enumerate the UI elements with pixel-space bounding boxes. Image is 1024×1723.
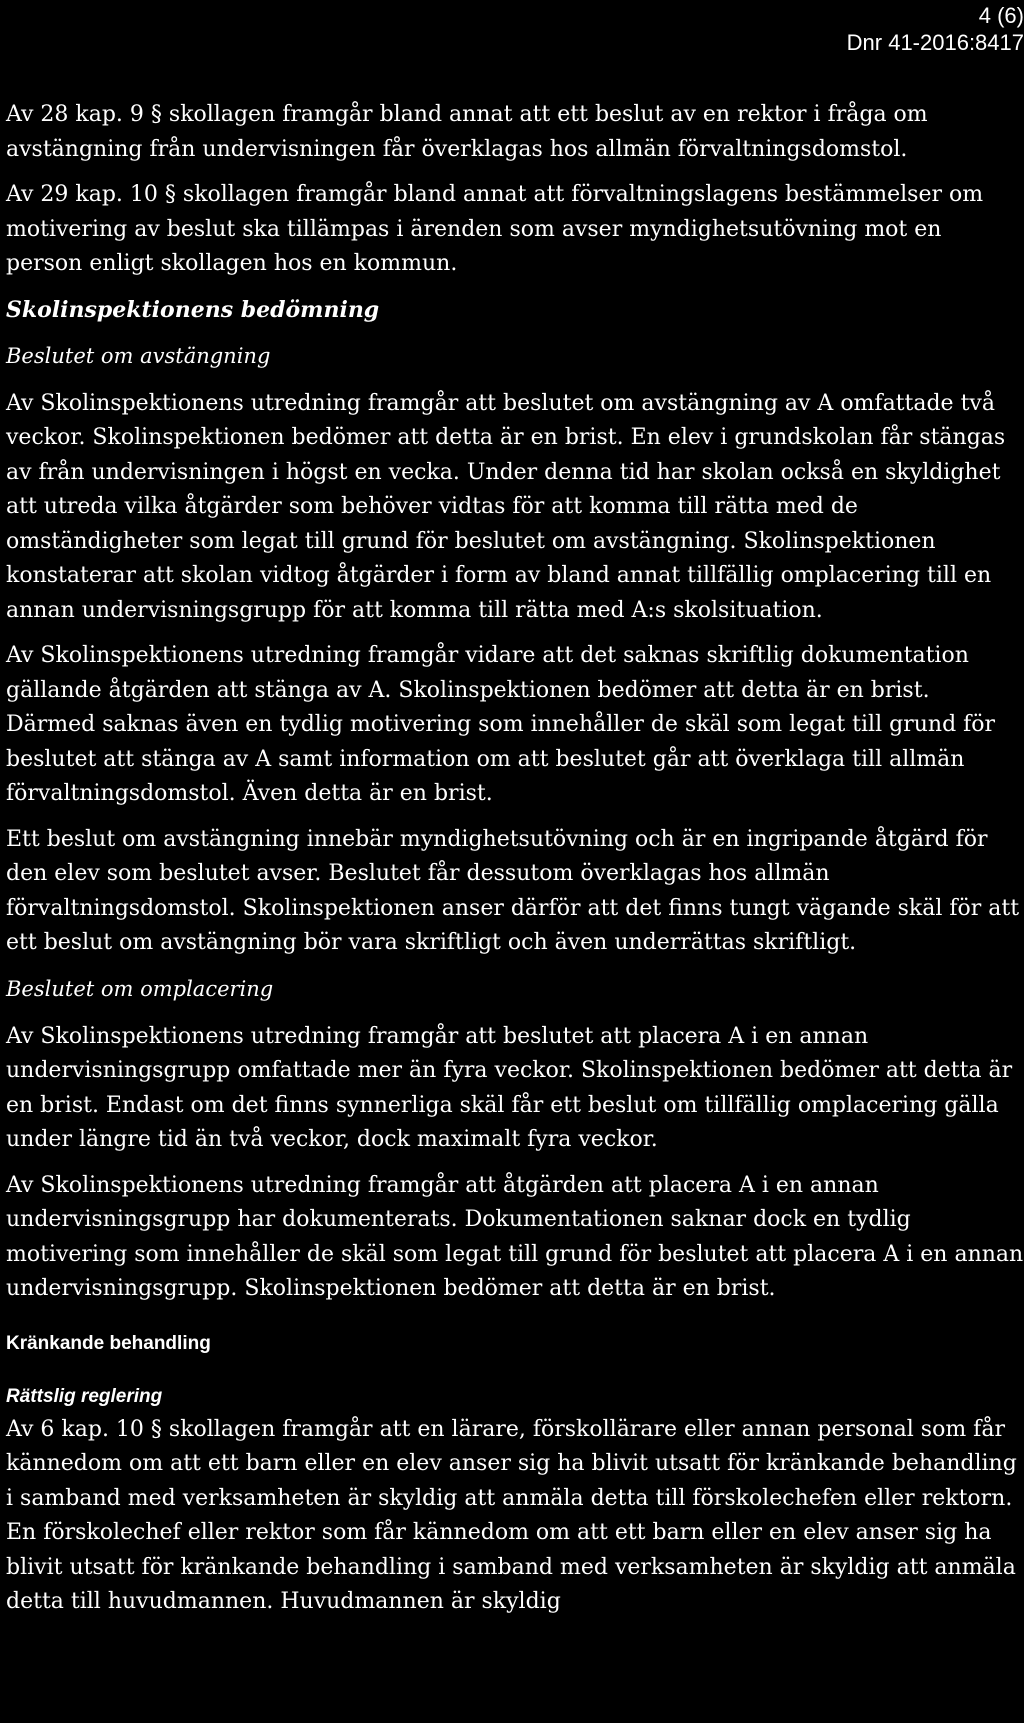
paragraph-2: Av 29 kap. 10 § skollagen framgår bland annat att förvaltningslagens bestämmelser om motivering av beslut ska tillämpas i ärenden som avser myndighetsutövning mot en person enligt skollagen hos en kommun. xyxy=(6,182,984,276)
paragraph-6: Av Skolinspektionens utredning framgår att beslutet att placera A i en annan undervisningsgrupp omfattade mer än fyra veckor. Skolinspektionen bedömer att detta är en brist. Endast om det finns synnerliga skäl får ett beslut om tillfällig omplacering gälla under längre tid än två veckor, dock maximalt fyra veckor. xyxy=(6,1023,1013,1152)
paragraph-3: Av Skolinspektionens utredning framgår att beslutet om avstängning av A omfattade två veckor. Skolinspektionen bedömer att detta är en brist. En elev i grundskolan får stängas av från undervisningen i högst en vecka. Under denna tid har skolan också en skyldighet att utreda vilka åtgärder som behöver vidtas för att komma till rätta med de omständigheter som legat till grund för beslutet om avstängning. Skolinspektionen konstaterar att skolan vidtog åtgärder i form av bland annat tillfällig omplacering till en annan undervisningsgrupp för att komma till rätta med A:s skolsituation. xyxy=(6,390,1006,623)
paragraph-7: Av Skolinspektionens utredning framgår att åtgärden att placera A i en annan undervisningsgrupp har dokumenterats. Dokumentationen saknar dock en tydlig motivering som innehåller de skäl som legat till grund för beslutet att placera A i en annan undervisningsgrupp. Skolinspektionen bedömer att detta är en brist. xyxy=(6,1172,1024,1301)
subheading-suspension: Beslutet om avstängning xyxy=(6,343,271,368)
section-heading-offensive-treatment: Kränkande behandling xyxy=(6,1332,211,1354)
section-heading-assessment: Skolinspektionens bedömning xyxy=(6,296,380,323)
document-body xyxy=(6,98,1024,1631)
subheading-legal-regulation: Rättslig reglering xyxy=(6,1385,163,1407)
paragraph-8: Av 6 kap. 10 § skollagen framgår att en lärare, förskollärare eller annan personal som får kännedom om att ett barn eller en elev anser sig ha blivit utsatt för kränkande behandling i samband med verksamheten är skyldig att anmäla detta till förskolechefen eller rektorn. En förskolechef eller rektor som får kännedom om att ett barn eller en elev anser sig ha blivit utsatt för kränkande behandling i samband med verksamheten är skyldig att anmäla detta till huvudmannen. Huvudmannen är skyldig xyxy=(6,1416,1017,1614)
case-number: Dnr 41-2016:8417 xyxy=(846,30,1024,55)
page-number: 4 (6) xyxy=(978,3,1024,28)
paragraph-4: Av Skolinspektionens utredning framgår vidare att det saknas skriftlig dokumentation gällande åtgärden att stänga av A. Skolinspektionen bedömer att detta är en brist. Därmed saknas även en tydlig motivering som innehåller de skäl som legat till grund för beslutet att stänga av A samt information om att beslutet går att överklaga till allmän förvaltningsdomstol. Även detta är en brist. xyxy=(6,643,996,806)
page-header xyxy=(724,2,1024,56)
paragraph-1: Av 28 kap. 9 § skollagen framgår bland annat att ett beslut av en rektor i fråga om avstängning från undervisningen får överklagas hos allmän förvaltningsdomstol. xyxy=(6,102,928,162)
paragraph-5: Ett beslut om avstängning innebär myndighetsutövning och är en ingripande åtgärd för den elev som beslutet avser. Beslutet får dessutom överklagas hos allmän förvaltningsdomstol. Skolinspektionen anser därför att det finns tungt vägande skäl för att ett beslut om avstängning bör vara skriftligt och även underrättas skriftligt. xyxy=(6,826,1020,955)
subheading-relocation: Beslutet om omplacering xyxy=(6,976,274,1001)
